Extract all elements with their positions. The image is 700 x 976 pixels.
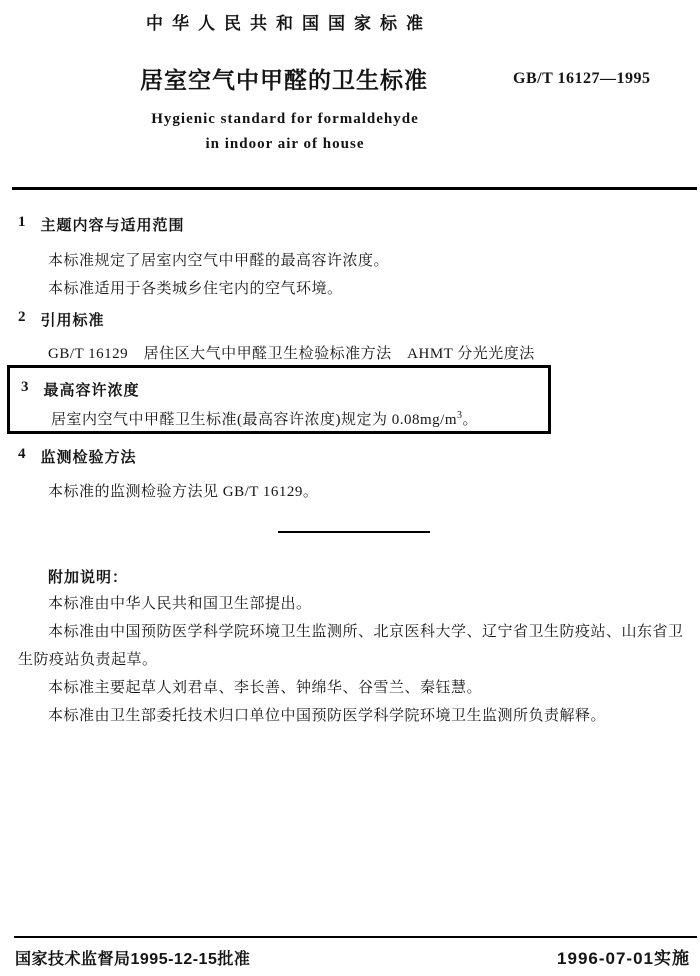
- section-4-number: 4: [18, 446, 26, 462]
- section-2-heading: [18, 309, 105, 330]
- section-1-paragraph: 本标准适用于各类城乡住宅内的空气环境。: [48, 281, 343, 297]
- limit-text-suffix: 。: [462, 412, 479, 428]
- highlighted-limit-box: [7, 365, 551, 434]
- section-2-number: 2: [18, 309, 26, 325]
- section-1-paragraph: 本标准规定了居室内空气中甲醛的最高容许浓度。: [48, 253, 390, 269]
- section-1-number: 1: [18, 214, 26, 230]
- section-3-heading: [21, 379, 140, 400]
- approval-authority-date: 国家技术监督局1995-12-15批准: [15, 951, 251, 968]
- addendum-body: [18, 590, 692, 730]
- section-1-title: 主题内容与适用范围: [40, 217, 185, 234]
- english-subtitle-line1: Hygienic standard for formaldehyde: [151, 111, 419, 127]
- section-2-paragraph: GB/T 16129 居住区大气中甲醛卫生检验标准方法 AHMT 分光光度法: [48, 346, 535, 362]
- standard-number: GB/T 16127—1995: [513, 70, 651, 87]
- section-1-heading: [18, 214, 185, 235]
- english-subtitle: [0, 111, 570, 153]
- implementation-date: 1996-07-01实施: [557, 949, 690, 968]
- section-3-number: 3: [21, 379, 29, 395]
- section-2-title: 引用标准: [40, 312, 105, 329]
- page-title: 居室空气中甲醛的卫生标准: [140, 67, 428, 93]
- addendum-paragraph: 本标准由中华人民共和国卫生部提出。: [48, 596, 312, 612]
- section-4-paragraph: 本标准的监测检验方法见 GB/T 16129。: [48, 484, 319, 500]
- addendum-paragraph: 本标准由中国预防医学科学院环境卫生监测所、北京医科大学、辽宁省卫生防疫站、山东省卫生防疫站负责起草。: [18, 624, 684, 668]
- addendum-paragraph: 本标准主要起草人刘君卓、李长善、钟绵华、谷雪兰、秦钰慧。: [48, 680, 483, 696]
- limit-text: 居室内空气中甲醛卫生标准(最高容许浓度)规定为 0.08mg/m: [51, 412, 457, 428]
- footer-divider: [14, 936, 697, 938]
- section-4-title: 监测检验方法: [40, 449, 137, 466]
- limit-superscript: 3: [457, 410, 463, 421]
- header-divider: [12, 187, 697, 190]
- section-3-paragraph: [51, 408, 478, 429]
- addendum-paragraph: 本标准由卫生部委托技术归口单位中国预防医学科学院环境卫生监测所负责解释。: [48, 708, 607, 724]
- national-standard-kicker: 中华人民共和国国家标准: [146, 14, 432, 33]
- section-4-heading: [18, 446, 137, 467]
- addendum-heading: 附加说明：: [48, 569, 129, 586]
- section-end-divider: [278, 531, 430, 533]
- section-3-title: 最高容许浓度: [43, 382, 140, 399]
- english-subtitle-line2: in indoor air of house: [205, 136, 365, 152]
